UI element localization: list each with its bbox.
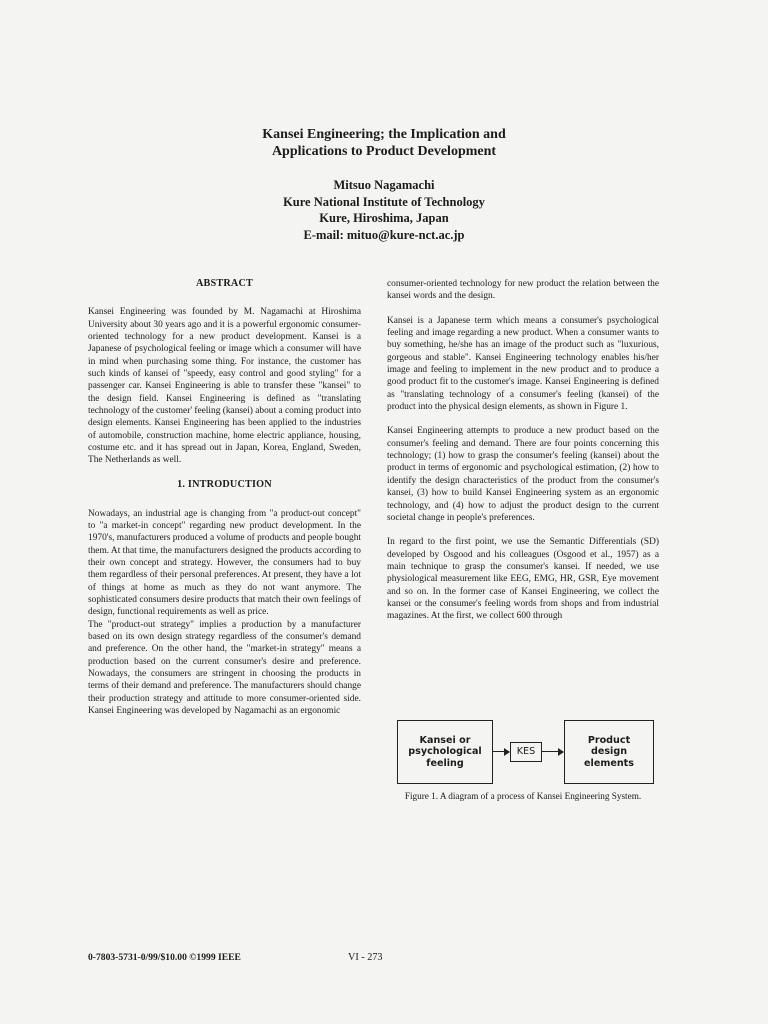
right-paragraph-3: Kansei Engineering attempts to produce a new product based on the consumer's feeling and demand. There are four points concerning this technology; (1) how to grasp the consumer's feeling (kansei) about the product in terms of ergonomic and psychological estimation, (2) how to identify the design characteristics of the product from the consumer's kansei, (3) how to build Kansei Engineering system as an ergonomic technology, and (4) how to adjust the product design to the current societal change in people's preferences. <box>387 426 659 523</box>
intro-paragraph-1: Nowadays, an industrial age is changing from "a product-out concept" to "a market-in concept" regarding new product development. In the 1970's, manufacturers produced a volume of products and people bought them. At that time, the manufacturers designed the products according to their own concept and strategy. However, the consumers had to buy them regardless of their personal preferences. At present, they have a lot of things at home as much as they do not want anymore. The sophisticated consumers desire products that match their own feelings of design, functional requirements as well as price. <box>88 508 361 618</box>
introduction-heading: 1. INTRODUCTION <box>177 479 272 491</box>
author-email: E-mail: mituo@kure-nct.ac.jp <box>303 227 465 242</box>
author-block <box>0 177 768 243</box>
abstract-heading: ABSTRACT <box>195 278 254 289</box>
author-location: Kure, Hiroshima, Japan <box>319 211 449 225</box>
author-affiliation: Kure National Institute of Technology <box>283 194 485 209</box>
product-design-box <box>564 720 654 784</box>
box1-line-2: psychological <box>408 746 482 758</box>
page-number: VI - 273 <box>348 952 383 963</box>
kansei-feeling-box <box>397 720 493 784</box>
figure-1-diagram <box>397 720 655 784</box>
box1-line-3: feeling <box>426 757 464 769</box>
box3-line-2: design <box>590 746 628 758</box>
arrow-right-icon <box>492 751 509 752</box>
author-name: Mitsuo Nagamachi <box>333 178 435 192</box>
box1-line-1: Kansei or <box>419 734 471 746</box>
abstract-text: Kansei Engineering was founded by M. Nagamachi at Hiroshima University about 30 years ago and it is a powerful ergonomic consumer-oriented technology for a new product development. Kansei is a Japanese of psychological feeling or image which a consumer will have in mind when purchasing some thing. For instance, the customer has such kinds of kansei of "speedy, easy control and good styling" for a passenger car. Kansei Engineering is able to transfer these "kansei" to the design field. Kansei Engineering is defined as "translating technology of the customer' feeling (kansei) about a coming product into design elements. Kansei Engineering has been applied to the industries of automobile, construction machine, home electric appliance, housing, costume etc. and it has spread out in Japan, Korea, England, Sweden, The Netherlands as well. <box>88 307 361 466</box>
title-line-1: Kansei Engineering; the Implication and <box>262 127 506 142</box>
kes-box: KES <box>510 742 542 762</box>
right-column <box>387 278 659 623</box>
figure-1-caption: Figure 1. A diagram of a process of Kansei Engineering System. <box>404 791 642 801</box>
arrow-right-icon <box>541 751 563 752</box>
isbn-copyright: 0-7803-5731-0/99/$10.00 ©1999 IEEE <box>88 952 241 963</box>
intro-paragraph-2: The "product-out strategy" implies a production by a manufacturer based on its own design strategy regardless of the consumer's demand and preference. On the other hand, the "market-in strategy" means a production based on the current consumer's desire and preference. Nowadays, the consumers are stringent in choosing the products in terms of their demand and preference. The manufacturers should change their production strategy and attitude to more consumer-oriented side. Kansei Engineering was developed by Nagamachi as an ergonomic <box>88 619 361 717</box>
right-paragraph-4: In regard to the first point, we use the Semantic Differentials (SD) developed by Osgood and his colleagues (Osgood et al., 1957) as a main technique to grasp the consumer's kansei. If needed, we use physiological measurement like EEG, EMG, HR, GSR, Eye movement and so on. In the former case of Kansei Engineering, we collect the kansei or the consumer's feeling words from shops and from industrial magazines. At the first, we collect 600 through <box>387 537 659 622</box>
right-paragraph-2: Kansei is a Japanese term which means a consumer's psychological feeling and image regarding a new product. When a consumer wants to buy something, he/she has an image of the product such as "luxurious, gorgeous and stable". Kansei Engineering technology enables his/her image and feeling to implement in the new product and to produce a good product fit to the customer's image. Kansei Engineering is defined as "translating technology of a consumer's feeling (kansei) of the product into the physical design elements, as shown in Figure 1. <box>387 315 659 413</box>
right-paragraph-1: consumer-oriented technology for new product the relation between the kansei words and the design. <box>387 279 659 302</box>
left-column <box>88 278 361 717</box>
title-line-2: Applications to Product Development <box>271 144 497 159</box>
paper-title <box>0 126 768 160</box>
box3-line-1: Product <box>587 734 631 746</box>
box3-line-3: elements <box>584 757 634 769</box>
